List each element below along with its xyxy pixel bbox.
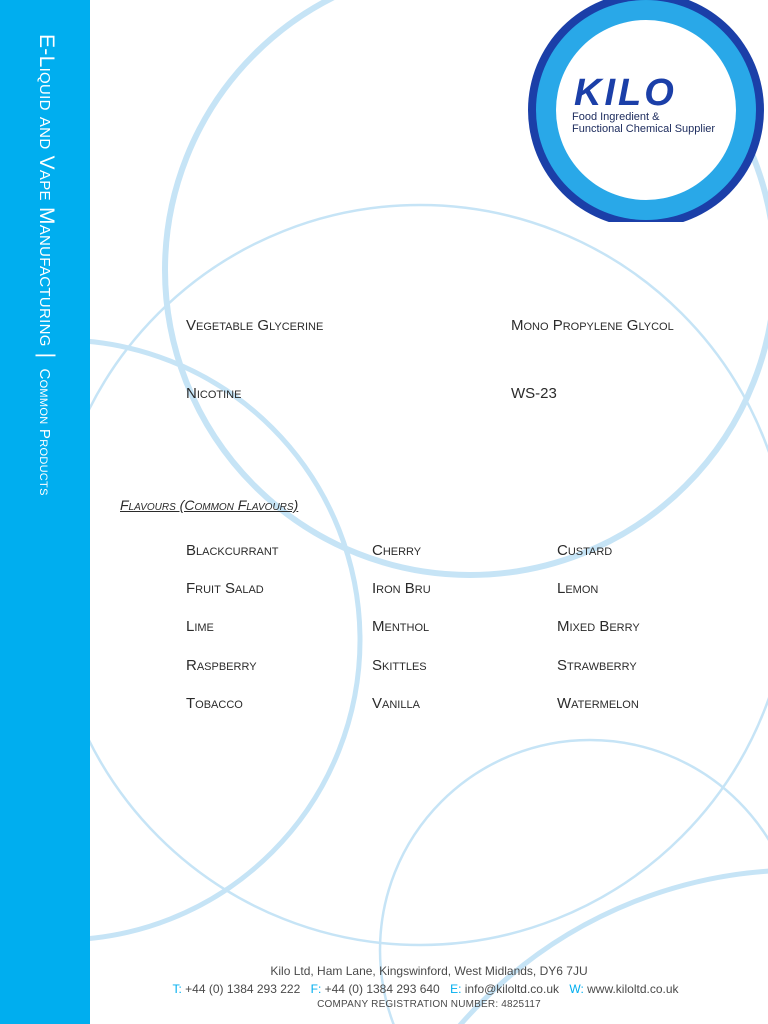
sidebar-band bbox=[0, 0, 90, 1024]
flavour-item: Iron Bru bbox=[372, 580, 431, 597]
email-link[interactable]: info@kiloltd.co.uk bbox=[464, 982, 559, 996]
logo-tagline-line1: Food Ingredient & bbox=[572, 111, 660, 123]
product-ws-23: WS-23 bbox=[511, 385, 557, 402]
flavour-item: Tobacco bbox=[186, 695, 243, 712]
tel-label: T: bbox=[172, 982, 182, 996]
flavour-item: Custard bbox=[557, 542, 613, 559]
flavours-heading: Flavours (Common Flavours) bbox=[120, 497, 299, 513]
fax-label: F: bbox=[310, 982, 322, 996]
document-title: E-Liquid and Vape Manufacturing bbox=[35, 34, 58, 347]
flavour-item: Lime bbox=[186, 618, 214, 635]
product-mono-propylene-glycol: Mono Propylene Glycol bbox=[511, 317, 674, 334]
tel-number: +44 (0) 1384 293 222 bbox=[185, 982, 301, 996]
document-subtitle: Common Products bbox=[36, 368, 53, 496]
flavour-item: Vanilla bbox=[372, 695, 420, 712]
flavour-item: Strawberry bbox=[557, 657, 637, 674]
title-separator: | bbox=[35, 352, 58, 359]
sidebar-title bbox=[34, 34, 58, 496]
flavour-item: Blackcurrant bbox=[186, 542, 279, 559]
product-nicotine: Nicotine bbox=[186, 385, 242, 402]
footer-address: Kilo Ltd, Ham Lane, Kingswinford, West Midlands, DY6 7JU bbox=[270, 964, 588, 978]
flavour-item: Lemon bbox=[557, 580, 599, 597]
flavour-item: Skittles bbox=[372, 657, 427, 674]
flavour-item: Fruit Salad bbox=[186, 580, 264, 597]
web-label: W: bbox=[569, 982, 584, 996]
flavour-item: Raspberry bbox=[186, 657, 257, 674]
flavour-item: Watermelon bbox=[557, 695, 639, 712]
company-registration: COMPANY REGISTRATION NUMBER: 4825117 bbox=[317, 999, 541, 1010]
flavour-item: Menthol bbox=[372, 618, 430, 635]
footer-contacts bbox=[90, 982, 768, 996]
product-vegetable-glycerine: Vegetable Glycerine bbox=[186, 317, 324, 334]
logo-tagline-line2: Functional Chemical Supplier bbox=[572, 123, 716, 135]
flavour-item: Cherry bbox=[372, 542, 422, 559]
logo-tagline bbox=[572, 111, 742, 135]
flavour-item: Mixed Berry bbox=[557, 618, 640, 635]
email-label: E: bbox=[450, 982, 462, 996]
logo-wordmark: KILO bbox=[574, 72, 677, 114]
fax-number: +44 (0) 1384 293 640 bbox=[324, 982, 440, 996]
website-link[interactable]: www.kiloltd.co.uk bbox=[587, 982, 679, 996]
